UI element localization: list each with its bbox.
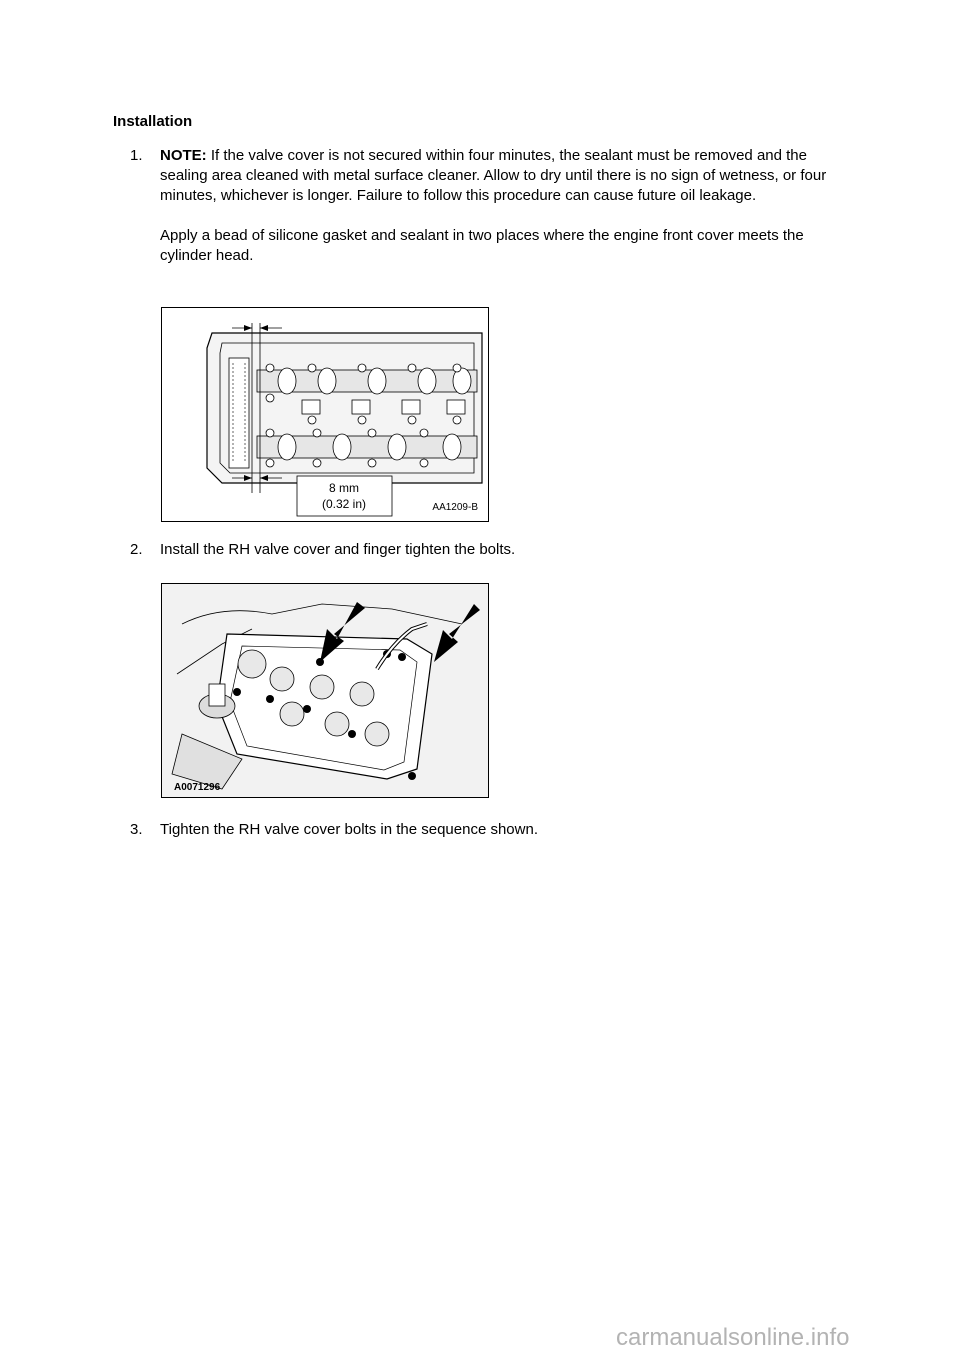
cylinder-head-illustration bbox=[162, 308, 488, 521]
dimension-value: 8 mm bbox=[329, 481, 359, 495]
step-1 bbox=[130, 146, 850, 266]
step-number: 2. bbox=[130, 541, 143, 558]
step-3 bbox=[130, 820, 850, 840]
step-number: 1. bbox=[130, 147, 143, 164]
note-text: If the valve cover is not secured within four minutes, the sealant must be removed and the sealing area cleaned with metal surface cleaner. Allow to dry until there is no sign of wetness, or four minutes, whichever is longer. Failure to follow this procedure can cause future oil leakage. bbox=[160, 147, 827, 204]
figure-id-label: A0071296 bbox=[174, 782, 221, 793]
dimension-alt: (0.32 in) bbox=[321, 497, 367, 511]
step-note bbox=[160, 146, 850, 206]
figure-sealant-location bbox=[161, 307, 489, 522]
valve-cover-illustration bbox=[162, 584, 488, 797]
figure-valve-cover-install bbox=[161, 583, 489, 798]
step-text: Install the RH valve cover and finger tighten the bolts. bbox=[160, 541, 516, 558]
note-label: NOTE: bbox=[160, 147, 207, 164]
step-number: 3. bbox=[130, 821, 143, 838]
site-watermark: carmanualsonline.info bbox=[616, 1324, 850, 1351]
step-text: Tighten the RH valve cover bolts in the sequence shown. bbox=[160, 821, 538, 838]
step-text: Apply a bead of silicone gasket and sealant in two places where the engine front cover meets the cylinder head. bbox=[160, 227, 804, 264]
figure-id-label: AA1209-B bbox=[432, 502, 478, 513]
section-heading: Installation bbox=[113, 113, 193, 130]
step-2 bbox=[130, 540, 850, 560]
